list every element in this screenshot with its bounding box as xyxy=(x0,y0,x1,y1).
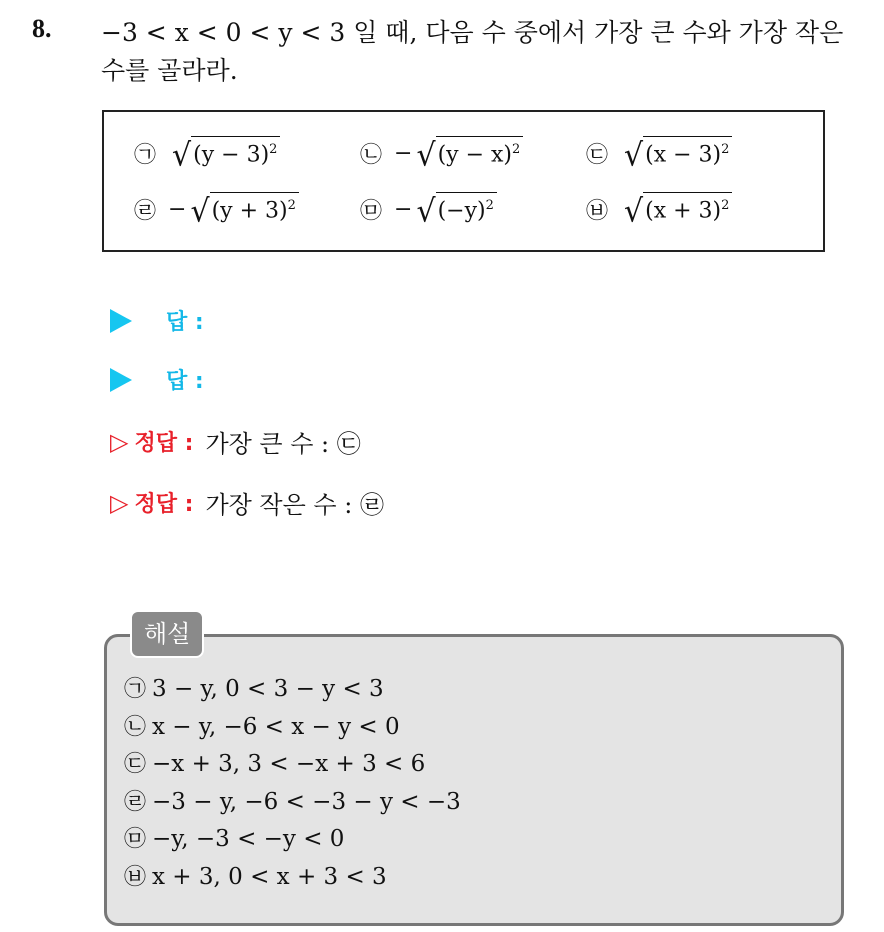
solution-line-6 xyxy=(124,860,387,891)
outline-triangle-icon: ▷ xyxy=(110,427,129,456)
choice-2 xyxy=(360,136,523,175)
choice-radicand: (−y) xyxy=(437,198,486,224)
question-text-line2: 수를 골라라. xyxy=(101,56,238,85)
solution-line-5 xyxy=(124,822,344,853)
square-root xyxy=(416,136,523,175)
solution-line-2 xyxy=(124,710,400,741)
solution-text: 3 − y, 0 < 3 − y < 3 xyxy=(152,676,384,702)
square-root xyxy=(416,192,496,231)
choice-1 xyxy=(134,136,280,175)
radical-sign-icon: √ xyxy=(416,193,436,231)
radical-sign-icon: √ xyxy=(624,193,644,231)
choice-exponent: 2 xyxy=(269,142,278,157)
solution-mark: ㉡ xyxy=(124,715,147,740)
choice-exponent: 2 xyxy=(287,198,296,213)
square-root xyxy=(624,192,732,231)
choice-mark: ㉡ xyxy=(360,143,383,169)
correct-answer-label: 정답 : xyxy=(134,431,194,456)
choice-radicand: (y − 3) xyxy=(193,142,270,168)
choice-4 xyxy=(134,192,299,231)
solution-mark: ㉥ xyxy=(124,865,147,890)
answer-label: 답 : xyxy=(166,369,204,394)
solution-line-4 xyxy=(124,785,461,816)
solution-line-1 xyxy=(124,672,384,703)
choice-6 xyxy=(586,192,732,231)
choice-mark: ㉠ xyxy=(134,143,157,169)
radical-sign-icon: √ xyxy=(416,137,436,175)
correct-answer-row-1 xyxy=(110,424,361,459)
answer-row-1 xyxy=(110,305,204,336)
solution-mark: ㉠ xyxy=(124,677,147,702)
choice-radicand: (y + 3) xyxy=(211,198,288,224)
answer-label: 답 : xyxy=(166,310,204,335)
square-root xyxy=(624,136,732,175)
question-text xyxy=(101,14,871,90)
play-triangle-icon xyxy=(110,309,132,333)
correct-answer-label: 정답 : xyxy=(134,492,194,517)
radical-sign-icon: √ xyxy=(172,137,192,175)
solution-mark: ㉢ xyxy=(124,752,147,777)
choice-radicand: (x − 3) xyxy=(645,142,722,168)
radical-sign-icon: √ xyxy=(190,193,210,231)
outline-triangle-icon: ▷ xyxy=(110,488,129,517)
choice-5 xyxy=(360,192,497,231)
question-condition: −3 < x < 0 < y < 3 xyxy=(101,18,346,47)
solution-text: x + 3, 0 < x + 3 < 3 xyxy=(152,864,387,890)
radical-sign-icon: √ xyxy=(624,137,644,175)
choices-box xyxy=(102,110,825,252)
choice-exponent: 2 xyxy=(721,142,730,157)
question-text-line1: 일 때, 다음 수 중에서 가장 큰 수와 가장 작은 xyxy=(345,18,844,47)
solution-text: −x + 3, 3 < −x + 3 < 6 xyxy=(152,751,426,777)
solution-text: −3 − y, −6 < −3 − y < −3 xyxy=(152,789,461,815)
choice-mark: ㉢ xyxy=(586,143,609,169)
solution-tab: 해설 xyxy=(130,610,204,658)
correct-answer-row-2 xyxy=(110,485,384,520)
solution-mark: ㉤ xyxy=(124,827,147,852)
choice-3 xyxy=(586,136,732,175)
question-number: 8. xyxy=(32,14,52,43)
square-root xyxy=(172,136,280,175)
choice-sign: − xyxy=(394,141,413,167)
choice-radicand: (x + 3) xyxy=(645,198,722,224)
play-triangle-icon xyxy=(110,368,132,392)
choice-sign: − xyxy=(394,197,413,223)
choice-mark: ㉥ xyxy=(586,199,609,225)
choice-radicand: (y − x) xyxy=(437,142,512,168)
correct-answer-value: 가장 큰 수 : ㉢ xyxy=(205,430,361,458)
square-root xyxy=(190,192,298,231)
choice-sign: − xyxy=(168,197,187,223)
solution-text: x − y, −6 < x − y < 0 xyxy=(152,714,400,740)
solution-line-3 xyxy=(124,747,425,778)
answer-row-2 xyxy=(110,364,204,395)
choice-exponent: 2 xyxy=(721,198,730,213)
correct-answer-value: 가장 작은 수 : ㉣ xyxy=(205,491,384,519)
choice-mark: ㉣ xyxy=(134,199,157,225)
choice-exponent: 2 xyxy=(485,198,494,213)
solution-text: −y, −3 < −y < 0 xyxy=(152,826,345,852)
solution-mark: ㉣ xyxy=(124,790,147,815)
choice-mark: ㉤ xyxy=(360,199,383,225)
choice-exponent: 2 xyxy=(512,142,521,157)
